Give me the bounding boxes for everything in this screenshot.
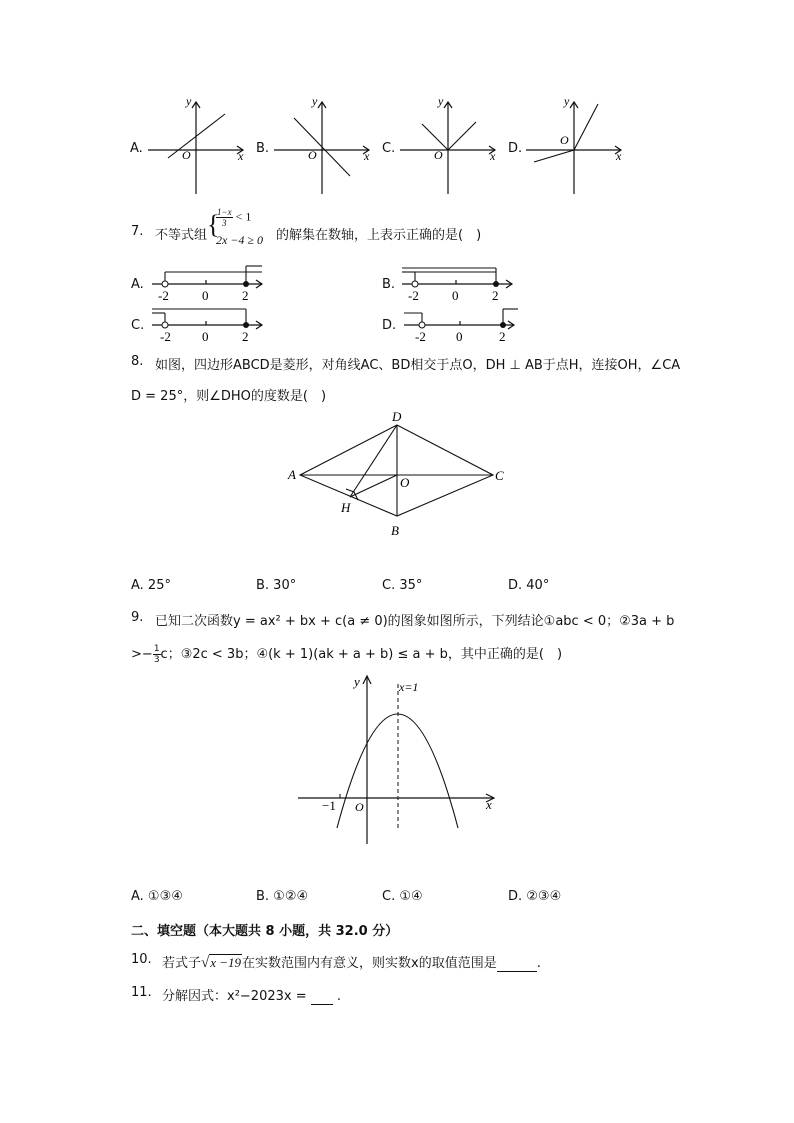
q9-text-line-2: >− $\frac{1}{3}$ c；③2c < 3b；④(k + 1)(ak + a + b) ≤ a + b，其中正确的是( ) <box>131 644 563 665</box>
q9-option-d[interactable]: D. ②③④ <box>508 889 562 904</box>
minus-one-label: −1 <box>322 798 336 813</box>
point-c-label: C <box>495 468 504 483</box>
q6-option-b-label: B. <box>256 141 270 156</box>
origin-label: O <box>182 148 191 162</box>
question-number: 9. <box>131 610 144 625</box>
left-brace: { <box>207 210 220 239</box>
tick-label: -2 <box>160 329 171 344</box>
q7-prefix: 不等式组 <box>155 228 208 243</box>
q6-graph-c <box>400 96 500 196</box>
q9-option-b[interactable]: B. ①②④ <box>256 889 309 904</box>
origin-label: O <box>355 800 364 814</box>
q9-option-c[interactable]: C. ①④ <box>382 889 423 904</box>
rhombus-figure <box>284 408 514 544</box>
origin-label: O <box>308 148 317 162</box>
inequality-row-1: $\frac{1-x}{3}$ < 1 <box>217 207 252 228</box>
q6-option-a-label: A. <box>130 141 143 156</box>
inequality-row-2: 2x −4 ≥ 0 <box>216 233 264 247</box>
q7-numberline-b <box>400 262 520 306</box>
q6-graph-a <box>148 96 248 196</box>
x-axis-label: x <box>364 149 370 163</box>
section-heading: 二、填空题（本大题共 8 小题，共 32.0 分） <box>131 924 399 939</box>
q7-option-d-label: D. <box>382 318 397 333</box>
x-axis-label: x <box>486 797 492 812</box>
tick-label: 0 <box>452 288 459 303</box>
tick-label: 2 <box>242 329 249 344</box>
q9-text-line-1: 已知二次函数y = ax² + bx + c(a ≠ 0)的图象如图所示，下列结论①abc < 0；②3a + b <box>155 614 675 629</box>
q7-numberline-c <box>150 303 270 347</box>
q8-option-d[interactable]: D. 40° <box>508 578 550 593</box>
q8-option-c[interactable]: C. 35° <box>382 578 423 593</box>
q7-option-c-label: C. <box>131 318 145 333</box>
question-number: 8. <box>131 354 144 369</box>
q6-graph-b <box>274 96 374 196</box>
y-axis-label: y <box>438 94 444 108</box>
origin-label: O <box>560 133 569 147</box>
x-axis-label: x <box>238 149 244 163</box>
tick-label: 0 <box>202 288 209 303</box>
question-number: 7. <box>131 224 144 239</box>
x-axis-label: x <box>490 149 496 163</box>
x-axis-label: x <box>616 149 622 163</box>
point-o-label: O <box>400 475 410 490</box>
q6-option-c-label: C. <box>382 141 396 156</box>
q7-numberline-a <box>150 262 270 306</box>
tick-label: -2 <box>158 288 169 303</box>
q10-text: 若式子√x −19在实数范围内有意义，则实数x的取值范围是 . <box>162 955 541 971</box>
radicand: x −19 <box>210 955 242 970</box>
q8-text-line-2: D = 25°，则∠DHO的度数是( ) <box>131 389 327 404</box>
q8-option-b[interactable]: B. 30° <box>256 578 297 593</box>
tick-label: 2 <box>492 288 499 303</box>
question-number: 11. <box>131 985 152 1000</box>
point-d-label: D <box>392 409 402 424</box>
point-a-label: A <box>288 467 296 482</box>
y-axis-label: y <box>354 674 360 689</box>
origin-label: O <box>434 148 443 162</box>
q6-graph-d <box>526 96 626 196</box>
q6-option-d-label: D. <box>508 141 523 156</box>
y-axis-label: y <box>564 94 570 108</box>
tick-label: 2 <box>242 288 249 303</box>
answer-blank[interactable] <box>311 989 333 1005</box>
q7-option-a-label: A. <box>131 277 144 292</box>
q7-suffix: 的解集在数轴，上表示正确的是( ) <box>276 228 482 243</box>
tick-label: 2 <box>499 329 506 344</box>
point-b-label: B <box>391 523 399 538</box>
q8-option-a[interactable]: A. 25° <box>131 578 171 593</box>
q9-option-a[interactable]: A. ①③④ <box>131 889 183 904</box>
q8-text-line-1: 如图，四边形ABCD是菱形，对角线AC、BD相交于点O，DH ⊥ AB于点H，连接OH，∠CA <box>155 358 681 373</box>
q11-text: 分解因式：x²−2023x = . <box>162 989 342 1004</box>
y-axis-label: y <box>186 94 192 108</box>
tick-label: -2 <box>408 288 419 303</box>
answer-blank[interactable] <box>497 956 537 972</box>
parabola-graph <box>296 672 502 848</box>
tick-label: 0 <box>456 329 463 344</box>
q7-option-b-label: B. <box>382 277 396 292</box>
y-axis-label: y <box>312 94 318 108</box>
tick-label: -2 <box>415 329 426 344</box>
q7-numberline-d <box>402 303 522 347</box>
tick-label: 0 <box>202 329 209 344</box>
question-number: 10. <box>131 952 152 967</box>
axis-of-symmetry-label: x=1 <box>399 680 419 694</box>
point-h-label: H <box>341 500 351 515</box>
